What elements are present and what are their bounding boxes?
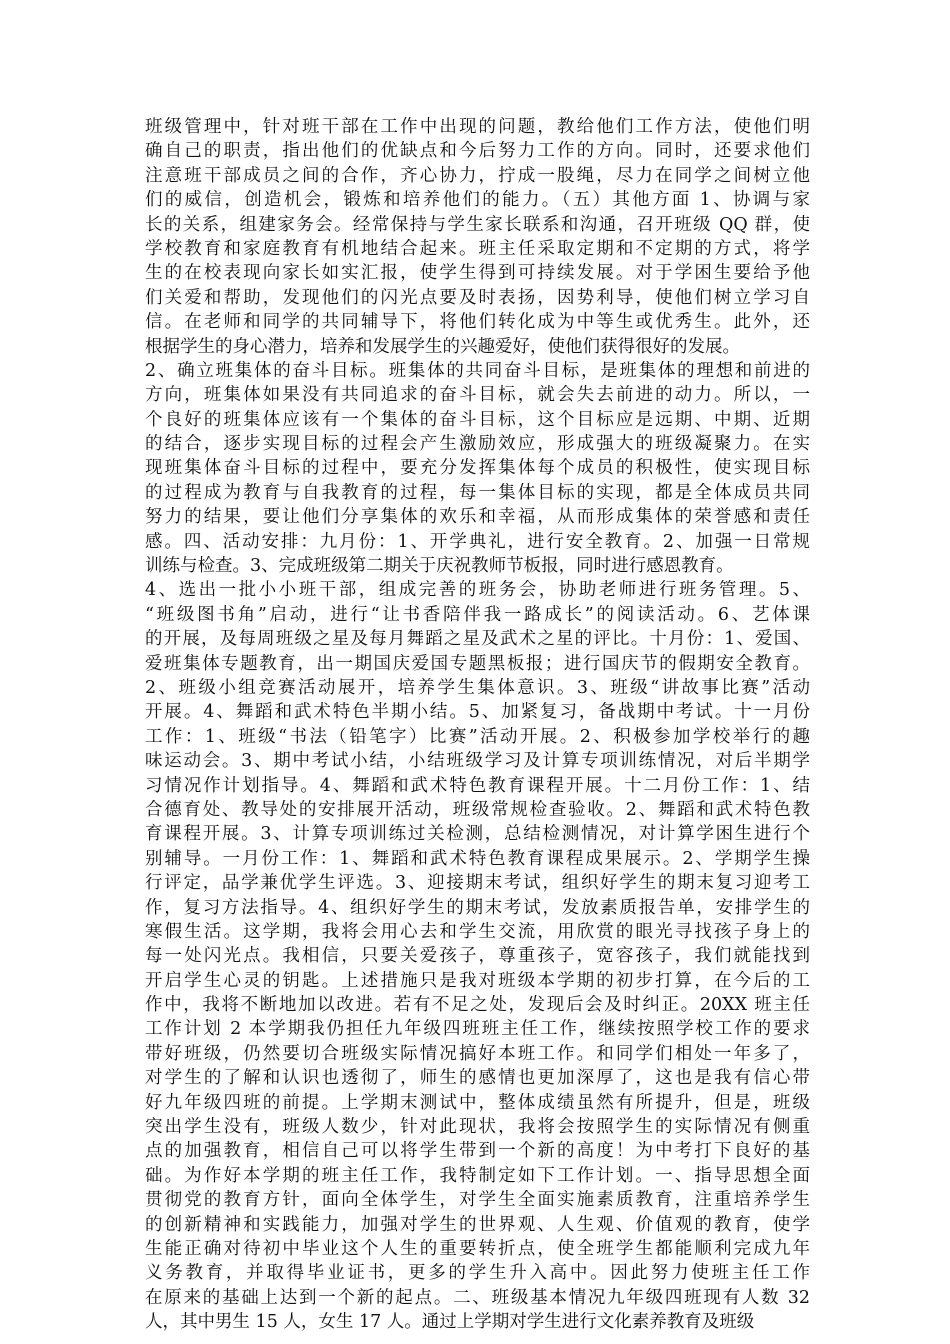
text-line: 在原来的基础上达到一个新的起点。二、班级基本情况九年级四班现有人数 32 — [145, 1287, 810, 1308]
text-line: 长的关系，组建家务会。经常保持与学生家长联系和沟通，召开班级 QQ 群，使 — [145, 214, 810, 235]
text-line: 信。在老师和同学的共同辅导下，将他们转化成为中等生或优秀生。此外，还 — [145, 312, 810, 333]
text-line: 确自己的职责，指出他们的优缺点和今后努力工作的方向。同时，还要求他们 — [145, 141, 810, 162]
text-line: 个良好的班集体应该有一个集体的奋斗目标，这个目标应是远期、中期、近期 — [145, 409, 810, 430]
text-line: 努力的结果，要让他们分享集体的欢乐和幸福，从而形成集体的荣誉感和责任 — [145, 507, 810, 528]
text-line: 工作：1、班级“书法（铅笔字）比赛”活动开展。2、积极参加学校举行的趣 — [145, 726, 810, 747]
text-line: 开展。4、舞蹈和武术特色半期小结。5、加紧复习，备战期中考试。十一月份 — [145, 702, 810, 723]
document-body — [145, 115, 810, 1335]
text-line: 点的加强教育，相信自己可以将学生带到一个新的高度！为中考打下良好的基 — [145, 1141, 810, 1162]
text-line: 的结合，逐步实现目标的过程会产生激励效应，形成强大的班级凝聚力。在实 — [145, 434, 810, 455]
text-line: 寒假生活。这学期，我将会用心去和学生交流，用欣赏的眼光寻找孩子身上的 — [145, 921, 810, 942]
text-line: 爱班集体专题教育，出一期国庆爱国专题黑板报；进行国庆节的假期安全教育。 — [145, 653, 810, 674]
text-line: 贯彻党的教育方针，面向全体学生，对学生全面实施素质教育，注重培养学生 — [145, 1190, 810, 1211]
text-line: 们关爱和帮助，发现他们的闪光点要及时表扬，因势利导，使他们树立学习自 — [145, 287, 810, 308]
text-line: 根据学生的身心潜力，培养和发展学生的兴趣爱好，使他们获得很好的发展。 — [145, 336, 740, 357]
text-line: 味运动会。3、期中考试小结，小结班级学习及计算专项训练情况，对后半期学 — [145, 751, 810, 772]
text-line: 每一处闪光点。我相信，只要关爱孩子，尊重孩子，宽容孩子，我们就能找到 — [145, 946, 810, 967]
text-line: 2、班级小组竞赛活动展开，培养学生集体意识。3、班级“讲故事比赛”活动 — [145, 677, 810, 698]
text-line: 作中，我将不断地加以改进。若有不足之处，发现后会及时纠正。20XX 班主任 — [145, 995, 810, 1016]
text-line: 生的在校表现向家长如实汇报，使学生得到可持续发展。对于学困生要给予他 — [145, 263, 810, 284]
text-line: 突出学生没有，班级人数少，针对此现状，我将会按照学生的实际情况有侧重 — [145, 1117, 810, 1138]
text-line: 的创新精神和实践能力，加强对学生的世界观、人生观、价值观的教育，使学 — [145, 1214, 810, 1235]
text-line: 生能正确对待初中毕业这个人生的重要转折点，使全班学生都能顺利完成九年 — [145, 1238, 810, 1259]
text-line: 习情况作计划指导。4、舞蹈和武术特色教育课程开展。十二月份工作：1、结 — [145, 775, 810, 796]
text-line: 训练与检查。3、完成班级第二期关于庆祝教师节板报，同时进行感恩教育。 — [145, 556, 734, 577]
text-line: 感。四、活动安排：九月份：1、开学典礼，进行安全教育。2、加强一日常规 — [145, 531, 810, 552]
text-line: 作，复习方法指导。4、组织好学生的期末考试，发放素质报告单，安排学生的 — [145, 897, 810, 918]
text-line: 别辅导。一月份工作：1、舞蹈和武术特色教育课程成果展示。2、学期学生操 — [145, 848, 810, 869]
text-line: “班级图书角”启动，进行“让书香陪伴我一路成长”的阅读活动。6、艺体课 — [145, 604, 810, 625]
text-line: 带好班级，仍然要切合班级实际情况搞好本班工作。和同学们相处一年多了， — [145, 1043, 810, 1064]
text-line: 班级管理中，针对班干部在工作中出现的问题，教给他们工作方法，使他们明 — [145, 117, 810, 137]
text-line: 好九年级四班的前提。上学期末测试中，整体成绩虽然有所提升，但是，班级 — [145, 1092, 810, 1113]
text-line: 学校教育和家庭教育有机地结合起来。班主任采取定期和不定期的方式，将学 — [145, 238, 810, 259]
text-line: 工作计划 2 本学期我仍担任九年级四班班主任工作，继续按照学校工作的要求 — [145, 1019, 810, 1040]
text-line: 现班集体奋斗目标的过程中，要充分发挥集体每个成员的积极性，使实现目标 — [145, 458, 810, 479]
text-line: 人，其中男生 15 人，女生 17 人。通过上学期对学生进行文化素养教育及班级 — [145, 1312, 755, 1333]
text-line: 础。为作好本学期的班主任工作，我特制定如下工作计划。一、指导思想全面 — [145, 1165, 810, 1186]
text-line: 注意班干部成员之间的合作，齐心协力，拧成一股绳，尽力在同学之间树立他 — [145, 165, 810, 186]
text-line: 2、确立班集体的奋斗目标。班集体的共同奋斗目标，是班集体的理想和前进的 — [145, 360, 810, 381]
text-line: 行评定，品学兼优学生评选。3、迎接期末考试，组织好学生的期末复习迎考工 — [145, 873, 810, 894]
text-line: 4、选出一批小小班干部，组成完善的班务会，协助老师进行班务管理。5、 — [145, 580, 810, 601]
text-line: 的开展，及每周班级之星及每月舞蹈之星及武术之星的评比。十月份：1、爱国、 — [145, 629, 810, 650]
text-line: 合德育处、教导处的安排展开活动，班级常规检查验收。2、舞蹈和武术特色教 — [145, 799, 810, 820]
text-line: 对学生的了解和认识也透彻了，师生的感情也更加深厚了，这也是我有信心带 — [145, 1068, 810, 1089]
text-line: 开启学生心灵的钥匙。上述措施只是我对班级本学期的初步打算，在今后的工 — [145, 970, 810, 991]
text-line: 方向，班集体如果没有共同追求的奋斗目标，就会失去前进的动力。所以，一 — [145, 385, 810, 406]
text-line: 的过程成为教育与自我教育的过程，每一集体目标的实现，都是全体成员共同 — [145, 482, 810, 503]
text-line: 们的威信，创造机会，锻炼和培养他们的能力。（五）其他方面 1、协调与家 — [145, 190, 810, 211]
text-line: 义务教育，并取得毕业证书，更多的学生升入高中。因此努力使班主任工作 — [145, 1263, 810, 1284]
text-line: 育课程开展。3、计算专项训练过关检测，总结检测情况，对计算学困生进行个 — [145, 824, 810, 845]
